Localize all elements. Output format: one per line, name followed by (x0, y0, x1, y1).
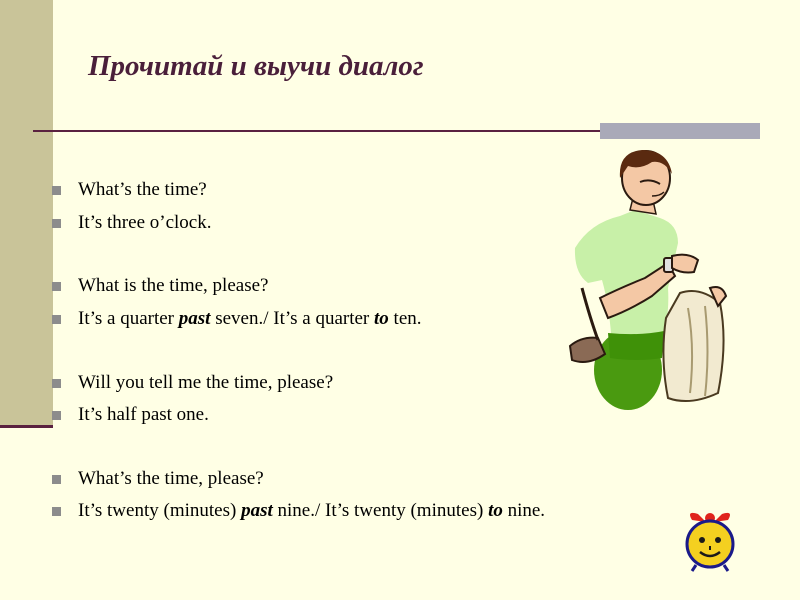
dialog-question: What is the time, please? (78, 275, 269, 296)
dialog-line (52, 370, 333, 396)
bullet-icon (52, 411, 61, 420)
bullet-icon (52, 219, 61, 228)
dialog-question: What’s the time, please? (78, 468, 264, 489)
dialog-answer: It’s half past one. (78, 404, 209, 425)
bullet-icon (52, 475, 61, 484)
bullet-icon (52, 507, 61, 516)
man-checking-wristwatch-illustration (560, 148, 735, 418)
bullet-icon (52, 186, 61, 195)
dialog-question: Will you tell me the time, please? (78, 372, 334, 393)
dialog-line (52, 210, 211, 236)
dialog-line (52, 498, 545, 524)
dialog-answer: It’s three o’clock. (78, 212, 212, 233)
emphasis-word: to (374, 308, 389, 329)
dialog-line (52, 306, 422, 332)
dialog-line (52, 273, 268, 299)
slide-title: Прочитай и выучи диалог (88, 50, 424, 82)
emphasis-word: past (178, 308, 211, 329)
bullet-icon (52, 315, 61, 324)
dialog-line (52, 177, 207, 203)
dialog-question: What’s the time? (78, 179, 207, 200)
emphasis-word: past (241, 500, 273, 521)
dialog-line (52, 466, 264, 492)
bullet-icon (52, 379, 61, 388)
dialog-answer: It’s twenty (minutes) past nine./ It’s twenty (minutes) to nine. (78, 500, 546, 521)
alarm-clock-cartoon-icon (680, 510, 740, 572)
bullet-icon (52, 282, 61, 291)
dialog-answer: It’s a quarter past seven./ It’s a quarter to ten. (78, 308, 422, 329)
dialog-line (52, 402, 209, 428)
emphasis-word: to (488, 500, 503, 521)
